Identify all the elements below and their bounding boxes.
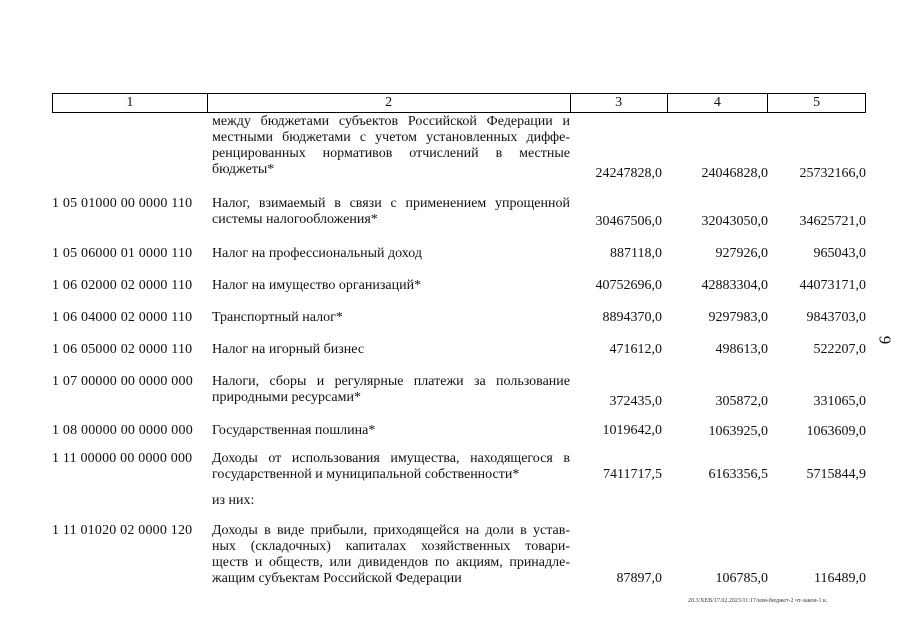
value-col-3: 87897,0 (616, 571, 662, 586)
value-col-4: 1063925,0 (708, 424, 768, 439)
value-col-5: 522207,0 (813, 342, 866, 357)
value-col-4: 927926,0 (715, 246, 768, 261)
row-code: 1 07 00000 00 0000 000 (52, 374, 193, 389)
row-name (212, 374, 570, 406)
value-col-5: 5715844,9 (806, 467, 866, 482)
value-col-3: 471612,0 (609, 342, 662, 357)
row-name-line: жащим субъектам Российской Федерации (212, 571, 462, 586)
value-col-3: 1019642,0 (602, 423, 662, 438)
row-name-line: Доходы в виде прибыли, приходящейся на доли в устав- (212, 523, 570, 538)
row-name (212, 523, 570, 587)
value-col-5: 44073171,0 (799, 278, 866, 293)
value-col-4: 6163356,5 (708, 467, 768, 482)
row-name (212, 342, 570, 358)
row-name (212, 278, 570, 294)
page-number: 9 (875, 335, 895, 345)
row-name-line: государственной и муниципальной собственности* (212, 467, 520, 482)
value-col-4: 498613,0 (715, 342, 768, 357)
row-name-line: ных (складочных) капиталах хозяйственных товари- (212, 539, 570, 554)
value-col-4: 305872,0 (715, 394, 768, 409)
value-col-5: 9843703,0 (806, 310, 866, 325)
row-name-line: бюджеты* (212, 162, 275, 177)
row-name-line: природными ресурсами* (212, 390, 361, 405)
row-name-line: Доходы от использования имущества, находящегося в (212, 451, 570, 466)
row-code: 1 05 06000 01 0000 110 (52, 246, 193, 261)
row-name-line: системы налогообложения* (212, 212, 378, 227)
value-col-5: 34625721,0 (799, 214, 866, 229)
row-name (212, 310, 570, 326)
header-col-4: 4 (668, 94, 769, 112)
row-name-line: Налоги, сборы и регулярные платежи за пользование (212, 374, 570, 389)
value-col-5: 116489,0 (814, 571, 866, 586)
row-code: 1 11 00000 00 0000 000 (52, 451, 193, 466)
row-code: 1 05 01000 00 0000 110 (52, 196, 193, 211)
value-col-3: 24247828,0 (595, 166, 662, 181)
document-footer: 20.3/ХЕВ/17.02.2023/11:17/изм-бюджет-2 чт-закон-1 к. (688, 598, 828, 604)
row-name (212, 114, 570, 178)
row-name-line: Транспортный налог* (212, 310, 343, 325)
row-name-line: между бюджетами субъектов Российской Федерации и (212, 114, 570, 129)
header-col-1: 1 (53, 94, 208, 112)
row-name-line: Налог, взимаемый в связи с применением упрощенной (212, 196, 570, 211)
value-col-3: 30467506,0 (595, 214, 662, 229)
value-col-3: 887118,0 (610, 246, 662, 261)
row-name-line: из них: (212, 493, 255, 508)
row-name-line: Налог на имущество организаций* (212, 278, 422, 293)
row-name (212, 423, 570, 439)
row-name (212, 196, 570, 228)
row-name-line: Налог на профессиональный доход (212, 246, 422, 261)
value-col-4: 106785,0 (715, 571, 768, 586)
header-col-5: 5 (813, 95, 821, 110)
table-header (52, 93, 866, 113)
value-col-5: 1063609,0 (806, 424, 866, 439)
row-name-line: ренцированных нормативов отчислений в местные (212, 146, 570, 161)
row-code: 1 08 00000 00 0000 000 (52, 423, 193, 438)
row-name-line: ществ и обществ, или дивидендов по акциям, принадле- (212, 555, 570, 570)
row-code: 1 06 05000 02 0000 110 (52, 342, 193, 357)
value-col-4: 42883304,0 (701, 278, 768, 293)
value-col-5: 331065,0 (813, 394, 866, 409)
row-name-line: Государственная пошлина* (212, 423, 376, 438)
value-col-5: 25732166,0 (799, 166, 866, 181)
row-name (212, 493, 570, 509)
row-name (212, 451, 570, 483)
row-code: 1 06 04000 02 0000 110 (52, 310, 193, 325)
value-col-3: 8894370,0 (602, 310, 662, 325)
value-col-5: 965043,0 (813, 246, 866, 261)
row-code: 1 06 02000 02 0000 110 (52, 278, 193, 293)
value-col-3: 7411717,5 (603, 467, 662, 482)
header-col-2: 2 (208, 94, 571, 112)
value-col-3: 40752696,0 (595, 278, 662, 293)
header-col-3: 3 (571, 94, 668, 112)
value-col-4: 24046828,0 (701, 166, 768, 181)
row-name-line: Налог на игорный бизнес (212, 342, 365, 357)
value-col-4: 9297983,0 (708, 310, 768, 325)
row-name-line: местными бюджетами с учетом установленных диффе- (212, 130, 570, 145)
value-col-4: 32043050,0 (701, 214, 768, 229)
row-code: 1 11 01020 02 0000 120 (52, 523, 193, 538)
value-col-3: 372435,0 (609, 394, 662, 409)
row-name (212, 246, 570, 262)
